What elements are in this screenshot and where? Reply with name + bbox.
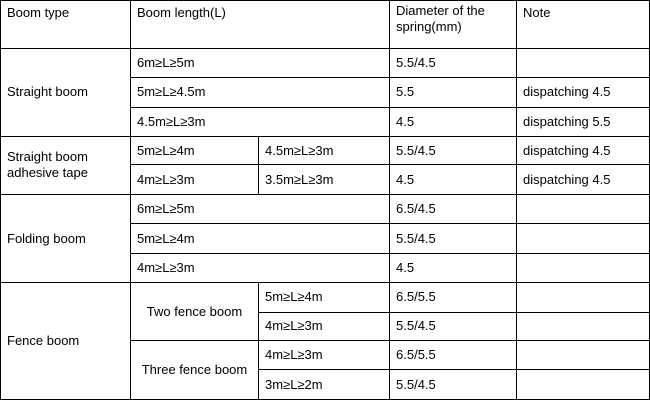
spring-diameter-cell: 6.5/5.5: [390, 341, 517, 370]
boom-length-cell: 6m≥L≥5m: [131, 194, 390, 223]
boom-length-cell: 5m≥L≥4m: [259, 283, 390, 312]
note-cell: [517, 370, 650, 400]
note-cell: dispatching 4.5: [517, 165, 650, 194]
boom-length-cell: 4m≥L≥3m: [131, 253, 390, 282]
subgroup-two-fence-boom: Two fence boom: [131, 283, 259, 341]
header-spring-diameter: Diameter of the spring(mm): [390, 1, 517, 49]
spring-diameter-cell: 4.5: [390, 165, 517, 194]
table-row: [1, 137, 650, 165]
boom-length-cell: 3m≥L≥2m: [259, 370, 390, 400]
boom-length-cell: 5m≥L≥4m: [131, 137, 259, 165]
boom-length-cell: 4.5m≥L≥3m: [131, 107, 390, 136]
header-note: Note: [517, 1, 650, 49]
boom-type-adhesive-tape: Straight boom adhesive tape: [1, 137, 131, 195]
boom-length-cell: 4m≥L≥3m: [131, 165, 259, 194]
boom-length-cell: 4m≥L≥3m: [259, 312, 390, 340]
spring-diameter-cell: 6.5/4.5: [390, 194, 517, 223]
table-row: [1, 283, 650, 312]
boom-type-straight: Straight boom: [1, 48, 131, 136]
boom-type-fence: Fence boom: [1, 283, 131, 400]
note-cell: [517, 194, 650, 223]
spring-diameter-cell: 4.5: [390, 107, 517, 136]
spring-diameter-cell: 5.5/4.5: [390, 370, 517, 400]
note-cell: dispatching 5.5: [517, 107, 650, 136]
header-boom-type: Boom type: [1, 1, 131, 49]
boom-length-cell: 5m≥L≥4.5m: [131, 78, 390, 107]
spring-diameter-cell: 5.5/4.5: [390, 224, 517, 253]
table-row: [1, 194, 650, 223]
spring-diameter-cell: 6.5/5.5: [390, 283, 517, 312]
note-cell: dispatching 4.5: [517, 137, 650, 165]
note-cell: [517, 312, 650, 340]
note-cell: dispatching 4.5: [517, 78, 650, 107]
header-boom-length: Boom length(L): [131, 1, 390, 49]
header-row: [1, 1, 650, 49]
subgroup-three-fence-boom: Three fence boom: [131, 341, 259, 400]
spring-diameter-cell: 4.5: [390, 253, 517, 282]
note-cell: [517, 48, 650, 77]
spring-diameter-cell: 5.5: [390, 78, 517, 107]
spring-diameter-cell: 5.5/4.5: [390, 48, 517, 77]
boom-length-cell: 4m≥L≥3m: [259, 341, 390, 370]
table-row: [1, 48, 650, 77]
boom-length-cell: 5m≥L≥4m: [131, 224, 390, 253]
spring-diameter-cell: 5.5/4.5: [390, 312, 517, 340]
note-cell: [517, 253, 650, 282]
boom-length-secondary-cell: 3.5m≥L≥3m: [259, 165, 390, 194]
note-cell: [517, 341, 650, 370]
note-cell: [517, 224, 650, 253]
boom-type-folding: Folding boom: [1, 194, 131, 282]
boom-length-cell: 6m≥L≥5m: [131, 48, 390, 77]
spring-diameter-cell: 5.5/4.5: [390, 137, 517, 165]
note-cell: [517, 283, 650, 312]
boom-length-secondary-cell: 4.5m≥L≥3m: [259, 137, 390, 165]
